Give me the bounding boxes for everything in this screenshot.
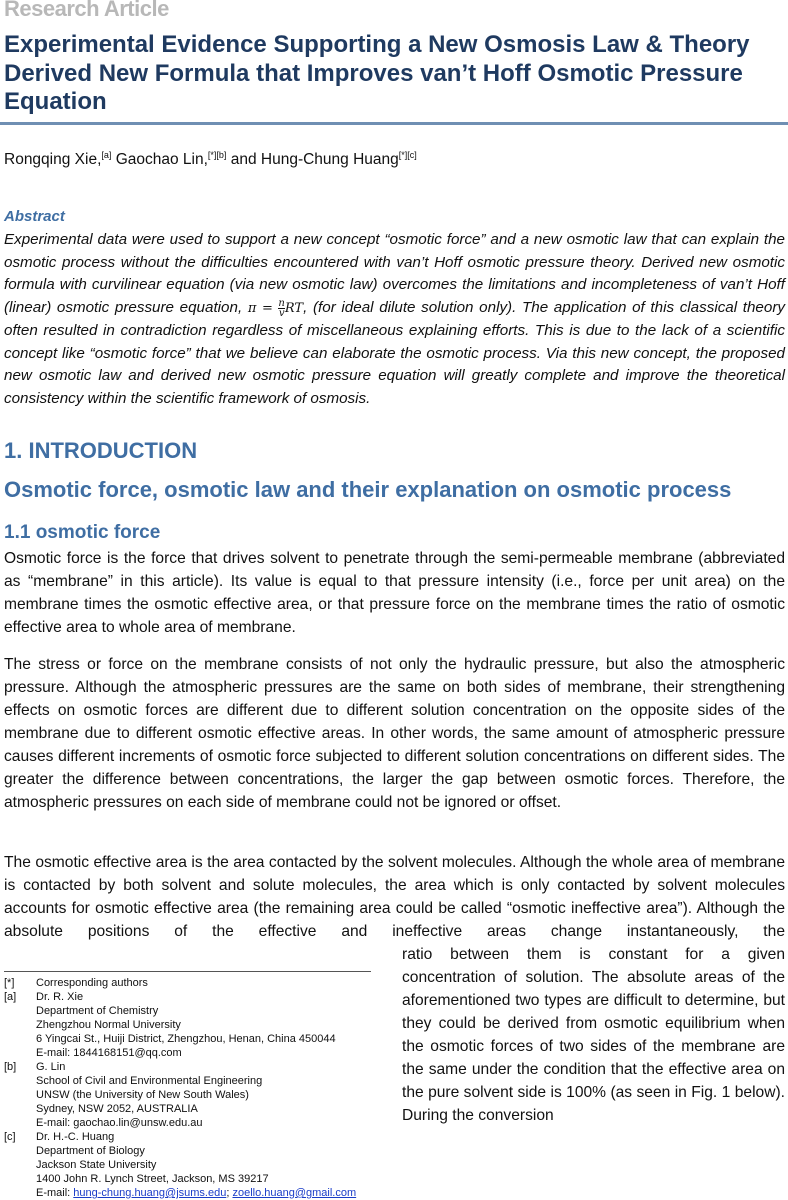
footnote-divider bbox=[4, 971, 371, 972]
paragraph: The stress or force on the membrane consists of not only the hydraulic pressure, but also the atmospheric pressure. Although the atmospheric pressures are the same on both sides of membrane, their strengthening effects on osmotic forces are different due to different solution concentration on the opposite sides of the membrane due to different osmotic effective areas. In other words, the same amount of atmospheric pressure causes different increments of osmotic force subjected to different solution concentrations on different sides. The greater the difference between concentrations, the larger the gap between osmotic forces. Therefore, the atmospheric pressures on each side of membrane could not be ignored or offset. bbox=[4, 656, 785, 811]
footnote-line bbox=[4, 1046, 384, 1060]
footnote-key bbox=[4, 1032, 36, 1046]
footnotes bbox=[4, 976, 384, 1200]
footnote-text: Corresponding authors bbox=[36, 977, 148, 989]
footnote-key: [a] bbox=[4, 991, 17, 1003]
subsubsection-heading: 1.1 osmotic force bbox=[4, 522, 161, 543]
author-name: and Hung-Chung Huang bbox=[226, 151, 399, 169]
footnote-key bbox=[4, 1074, 36, 1088]
abstract-heading: Abstract bbox=[4, 208, 65, 225]
footnote-key bbox=[4, 1172, 36, 1186]
footnote-text: G. Lin bbox=[36, 1061, 66, 1073]
article-type: Research Article bbox=[4, 0, 169, 21]
footnote-line bbox=[4, 1158, 384, 1172]
footnote-line bbox=[4, 1172, 384, 1186]
paragraph: Osmotic force is the force that drives solvent to penetrate through the semi-permeable membrane (abbreviated as “membrane” in this article). Its value is equal to that pressure intensity (i.e., force per unit area) on the membrane times the osmotic effective area, or that pressure force on the membrane times the ratio of osmotic effective area to whole area of membrane. bbox=[4, 550, 785, 636]
author-affiliation: [a] bbox=[101, 150, 112, 160]
footnote-text: Department of Biology bbox=[36, 1145, 145, 1157]
footnote-key bbox=[4, 1018, 36, 1032]
footnote-line bbox=[4, 1032, 384, 1046]
email-link[interactable]: hung-chung.huang@jsums.edu bbox=[73, 1187, 227, 1199]
email-link[interactable]: zoello.huang@gmail.com bbox=[232, 1187, 357, 1199]
author-affiliation: [*][b] bbox=[207, 150, 227, 160]
formula bbox=[247, 297, 304, 319]
footnote-line bbox=[4, 990, 384, 1004]
footnote-text: Zhengzhou Normal University bbox=[36, 1019, 181, 1031]
footnote-key bbox=[4, 1158, 36, 1172]
subsection-heading: Osmotic force, osmotic law and their explanation on osmotic process bbox=[4, 477, 732, 502]
footnote-key: [c] bbox=[4, 1131, 16, 1143]
footnote-key: [b] bbox=[4, 1061, 17, 1073]
section-heading: 1. INTRODUCTION bbox=[4, 438, 198, 463]
abstract-part: , (for ideal dilute solution only). The application of this classical theory often resulted in contradiction regardless of miscellaneous explaining efforts. This is due to the lack of a scientific concept like “osmotic force” that we believe can elaborate the osmotic process. Via this new concept, the proposed new osmotic law and derived new osmotic pressure equation will greatly complete and improve the theoretical consistency within the scientific framework of osmosis. bbox=[4, 298, 785, 407]
footnote-line bbox=[4, 1004, 384, 1018]
author-affiliation: [*][c] bbox=[398, 150, 417, 160]
denominator: v bbox=[278, 307, 285, 319]
footnote-line bbox=[4, 1074, 384, 1088]
author-name: Rongqing Xie, bbox=[4, 151, 102, 169]
footnote-line bbox=[4, 1102, 384, 1116]
paper-title: Experimental Evidence Supporting a New Osmosis Law & Theory Derived New Formula that Improves van’t Hoff Osmotic Pressure Equation bbox=[4, 31, 750, 115]
footnote-text: 1400 John R. Lynch Street, Jackson, MS 39217 bbox=[36, 1173, 269, 1185]
footnote-line bbox=[4, 976, 384, 990]
footnote-email bbox=[4, 1186, 384, 1200]
footnote-text: 6 Yingcai St., Huiji District, Zhengzhou, Henan, China 450044 bbox=[36, 1033, 336, 1045]
footnote-line bbox=[4, 1018, 384, 1032]
footnote-text: Dr. R. Xie bbox=[36, 991, 84, 1003]
footnote-line bbox=[4, 1088, 384, 1102]
footnote-text: Jackson State University bbox=[36, 1159, 157, 1171]
footnote-text: E-mail: 1844168151@qq.com bbox=[36, 1047, 182, 1059]
footnote-key bbox=[4, 1102, 36, 1116]
footnote-text: E-mail: gaochao.lin@unsw.edu.au bbox=[36, 1117, 203, 1129]
footnote-text: School of Civil and Environmental Engineering bbox=[36, 1075, 263, 1087]
formula-lhs: π = bbox=[247, 300, 273, 316]
footnote-line bbox=[4, 1144, 384, 1158]
paragraph-continued: ratio between them is constant for a given concentration of solution. The absolute areas of the aforementioned two types are difficult to determine, but they could be derived from osmotic equilibrium when the osmotic forces of two sides of the membrane are the same under the condition that the effective area on the pure solvent side is 100% (as seen in Fig. 1 below). During the conversion bbox=[402, 946, 785, 1124]
abstract-part: Experimental data were used to support a new concept “osmotic force” and a new osmotic law that can explain the osmotic process without the difficulties encountered with van’t Hoff osmotic pressure theory. Derived new osmotic formula with curvilinear equation (via new osmotic law) overcomes the limitations and incompleteness of van’t Hoff (linear) osmotic pressure equation, bbox=[4, 231, 785, 316]
footnote-text: UNSW (the University of New South Wales) bbox=[36, 1089, 249, 1101]
footnote-key bbox=[4, 1046, 36, 1060]
footnote-key bbox=[4, 1116, 36, 1130]
title-divider bbox=[0, 122, 788, 125]
authors bbox=[4, 150, 417, 169]
footnote-text: Department of Chemistry bbox=[36, 1005, 159, 1017]
footnote-text: Sydney, NSW 2052, AUSTRALIA bbox=[36, 1103, 198, 1115]
separator: ; bbox=[226, 1187, 233, 1199]
numerator: n bbox=[278, 297, 285, 309]
footnote-line bbox=[4, 1130, 384, 1144]
footnote-key: [*] bbox=[4, 977, 15, 989]
footnote-text: Dr. H.-C. Huang bbox=[36, 1131, 115, 1143]
footnote-key bbox=[4, 1186, 36, 1200]
footnote-line bbox=[4, 1060, 384, 1074]
abstract-text bbox=[4, 229, 785, 410]
author-name: Gaochao Lin, bbox=[111, 151, 208, 169]
footnote-line bbox=[4, 1116, 384, 1130]
footnote-key bbox=[4, 1088, 36, 1102]
footnote-key bbox=[4, 1004, 36, 1018]
formula-rhs: RT bbox=[284, 300, 304, 316]
footnote-key bbox=[4, 1144, 36, 1158]
email-label: E-mail: bbox=[36, 1187, 74, 1199]
paragraph: The osmotic effective area is the area contacted by the solvent molecules. Although the whole area of membrane is contacted by both solvent and solute molecules, the area which is only contacted by solvent molecules accounts for osmotic effective area (the remaining area could be called “osmotic ineffective area”). Although the absolute positions of the effective and ineffective areas change instantaneously, the bbox=[4, 854, 785, 940]
